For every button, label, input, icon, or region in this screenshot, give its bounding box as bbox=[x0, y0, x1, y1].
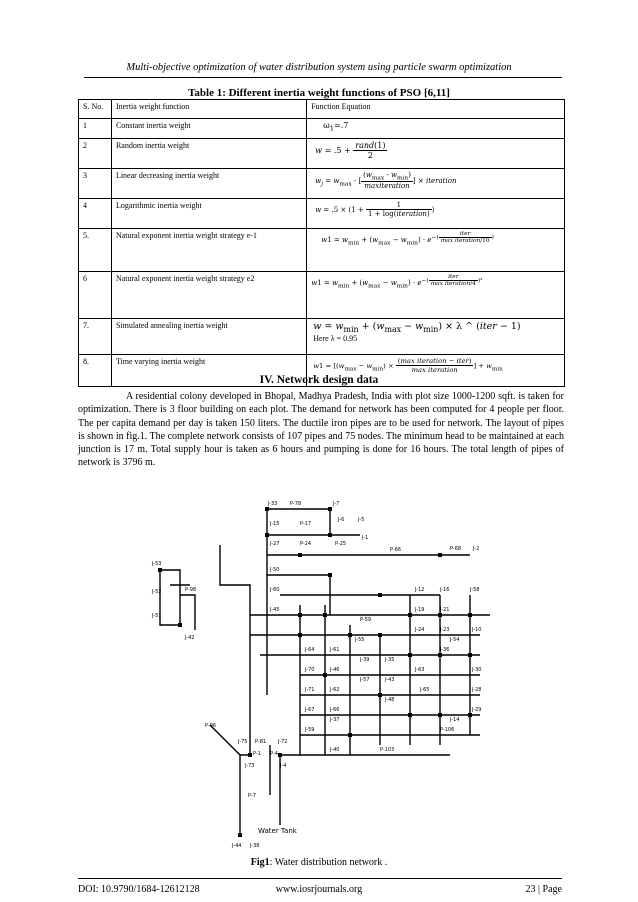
node-label: P-78 bbox=[290, 501, 302, 507]
row-name: Natural exponent inertia weight strategy e-1 bbox=[111, 229, 306, 272]
node-label: J-48 bbox=[385, 697, 395, 703]
row-name: Simulated annealing inertia weight bbox=[111, 319, 306, 355]
node-label: J-73 bbox=[245, 763, 255, 769]
node-label: J-66 bbox=[330, 707, 340, 713]
node-label: J-14 bbox=[450, 717, 460, 723]
node-label: J-2 bbox=[473, 546, 480, 552]
node-label: J-70 bbox=[305, 667, 315, 673]
row-no: 6 bbox=[79, 272, 112, 319]
node-label: J-42 bbox=[185, 635, 195, 641]
row-equation: $w = w_{min} + (w_{max} - w_{min}) \times \lambda$ ^ (iter − 1) Here λ = 0.95 bbox=[307, 319, 565, 355]
section-paragraph: A residential colony developed in Bhopal, Madhya Pradesh, India with plot size 1000-1200 sqft. is taken for optimization. There is 3 floor building on each plot. The demand for network has been computed for 4 people per floor. The per capita demand per day is taken 150 liters. The ductile iron pipes are to be used for network. The layout of pipes is shown in fig.1. The complete network consists of 107 pipes and 75 nodes. The minimum head to be maintained at each junction is 17 m. Total supply hour is taken as 6 hours and pumping is done for 16 hours. The total length of pipes of network is 3796 m. bbox=[78, 391, 564, 469]
node-label: J-59 bbox=[305, 727, 315, 733]
running-header: Multi-objective optimization of water distribution system using particle swarm optimization bbox=[126, 62, 512, 73]
node-label: P-66 bbox=[390, 547, 402, 553]
node-label: J-10 bbox=[472, 627, 482, 633]
node-label: J-60 bbox=[270, 587, 280, 593]
figure-caption-text: : Water distribution network . bbox=[269, 857, 388, 868]
node-label: P-1 bbox=[253, 751, 261, 757]
row-name: Time varying inertia weight bbox=[111, 355, 306, 387]
node-label: J-67 bbox=[305, 707, 315, 713]
table-row bbox=[79, 169, 565, 199]
node-label: P-59 bbox=[360, 617, 372, 623]
header-rule bbox=[84, 77, 562, 78]
node-label: J-24 bbox=[415, 627, 425, 633]
node-label: J-46 bbox=[330, 667, 340, 673]
node-label: J-5 bbox=[358, 517, 365, 523]
node-label: J-7 bbox=[333, 501, 340, 507]
node-label: J-39 bbox=[360, 657, 370, 663]
node-label: J-63 bbox=[415, 667, 425, 673]
node-label: P-98 bbox=[185, 587, 197, 593]
node-label: P-17 bbox=[300, 521, 312, 527]
footer-page: 23 | Page bbox=[525, 884, 562, 895]
row-equation: $\omega_1=.7$ bbox=[307, 119, 565, 139]
node-label: P-4 bbox=[270, 751, 278, 757]
node-label: J-45 bbox=[270, 607, 280, 613]
water-tank-label: Water Tank bbox=[258, 827, 297, 835]
node-label: P-103 bbox=[380, 747, 395, 753]
figure-caption-label: Fig1 bbox=[250, 857, 270, 868]
node-label: J-44 bbox=[232, 843, 242, 849]
junction-nodes bbox=[158, 507, 472, 837]
table-row bbox=[79, 272, 565, 319]
footer-rule bbox=[78, 878, 562, 879]
pipe-lines bbox=[160, 509, 490, 835]
node-label: J-1 bbox=[362, 535, 369, 541]
inertia-weight-table bbox=[78, 99, 565, 387]
row-no: 2 bbox=[79, 139, 112, 169]
node-label: J-50 bbox=[270, 567, 280, 573]
row-name: Logarithmic inertia weight bbox=[111, 199, 306, 229]
row-no: 4 bbox=[79, 199, 112, 229]
figure-caption bbox=[0, 857, 638, 868]
row-equation: $w1 = w_{min} + (w_{max} - w_{min}) \cdot e^{-( \frac{\text{iter}}{\text{max iteration/4}} )^2}$ bbox=[307, 272, 565, 319]
node-label: J-29 bbox=[472, 707, 482, 713]
node-label: J-53 bbox=[152, 561, 162, 567]
footer-doi: DOI: 10.9790/1684-12612128 bbox=[78, 884, 200, 895]
node-label: J-75 bbox=[238, 739, 248, 745]
node-label: J-30 bbox=[472, 667, 482, 673]
row-name: Constant inertia weight bbox=[111, 119, 306, 139]
node-label: J-40 bbox=[330, 747, 340, 753]
col-header-equation: Function Equation bbox=[307, 100, 565, 119]
col-header-sno: S. No. bbox=[79, 100, 112, 119]
table-header-row bbox=[79, 100, 565, 119]
water-tank bbox=[258, 827, 298, 835]
row-equation: w = .5 × (1 + $\frac{1}{\text{1 + log(iteration)}}$ ) bbox=[307, 199, 565, 229]
row-equation: $w1 = w_{min} + (w_{max} - w_{min}) \cdot e^{-( \frac{\text{iter}}{\text{max iteration/10}} )}$ bbox=[307, 229, 565, 272]
node-label: J-54 bbox=[450, 637, 460, 643]
node-label: J-61 bbox=[330, 647, 340, 653]
node-label: P-24 bbox=[300, 541, 312, 547]
section-title: IV. Network design data bbox=[259, 374, 379, 386]
node-label: J-58 bbox=[470, 587, 480, 593]
row-name: Natural exponent inertia weight strategy e2 bbox=[111, 272, 306, 319]
node-label: J-38 bbox=[250, 843, 260, 849]
row-equation: $w1 = [(w_{max} - w_{min})$ × $\frac{\text{(max iteration − iter)}}{\text{max iteration}}$ ] + $w_{min}$ bbox=[307, 355, 565, 387]
water-network-diagram bbox=[150, 495, 490, 855]
footer-site: www.iosrjournals.org bbox=[275, 884, 363, 895]
node-label: J-4 bbox=[280, 763, 287, 769]
row-no: 1 bbox=[79, 119, 112, 139]
node-label: J-72 bbox=[278, 739, 288, 745]
row-no: 8. bbox=[79, 355, 112, 387]
node-label: J-19 bbox=[415, 607, 425, 613]
row-no: 5. bbox=[79, 229, 112, 272]
node-label: P-96 bbox=[205, 723, 217, 729]
node-label: P-68 bbox=[450, 546, 462, 552]
node-label: J-51 bbox=[152, 613, 162, 619]
row-no: 7. bbox=[79, 319, 112, 355]
row-equation: $w_j = w_{max}$ - [ $\frac{(w_{max} - w_{min})}{\text{maxiteration}}$ ] × iteration bbox=[307, 169, 565, 199]
node-label: P-81 bbox=[255, 739, 267, 745]
node-label: P-7 bbox=[248, 793, 256, 799]
row-no: 3 bbox=[79, 169, 112, 199]
node-label: J-28 bbox=[472, 687, 482, 693]
node-label: J-6 bbox=[338, 517, 345, 523]
node-label: J-36 bbox=[440, 647, 450, 653]
row-name: Linear decreasing inertia weight bbox=[111, 169, 306, 199]
node-label: J-21 bbox=[440, 607, 450, 613]
node-label: J-35 bbox=[385, 657, 395, 663]
node-label: J-33 bbox=[268, 501, 278, 507]
node-label: J-43 bbox=[385, 677, 395, 683]
table-row bbox=[79, 139, 565, 169]
lambda-note: Here λ = 0.95 bbox=[313, 333, 358, 343]
node-label: J-62 bbox=[330, 687, 340, 693]
node-label: J-55 bbox=[355, 637, 365, 643]
node-label: J-37 bbox=[330, 717, 340, 723]
table-row bbox=[79, 119, 565, 139]
node-label: J-65 bbox=[420, 687, 430, 693]
row-equation: w = .5 + $\frac{\text{rand(1)}}{2}$ bbox=[307, 139, 565, 169]
node-label: P-106 bbox=[440, 727, 455, 733]
node-label: J-15 bbox=[270, 521, 280, 527]
table-row bbox=[79, 199, 565, 229]
node-label: J-64 bbox=[305, 647, 315, 653]
node-label: P-25 bbox=[335, 541, 347, 547]
col-header-function: Inertia weight function bbox=[111, 100, 306, 119]
node-label: J-12 bbox=[415, 587, 425, 593]
node-label: J-52 bbox=[152, 589, 162, 595]
node-label: J-16 bbox=[440, 587, 450, 593]
table-title: Table 1: Different inertia weight functions of PSO [6,11] bbox=[188, 87, 450, 99]
table-row bbox=[79, 229, 565, 272]
node-label: J-23 bbox=[440, 627, 450, 633]
node-label: J-71 bbox=[305, 687, 315, 693]
row-name: Random inertia weight bbox=[111, 139, 306, 169]
node-label: J-57 bbox=[360, 677, 370, 683]
node-label: J-27 bbox=[270, 541, 280, 547]
table-row bbox=[79, 319, 565, 355]
